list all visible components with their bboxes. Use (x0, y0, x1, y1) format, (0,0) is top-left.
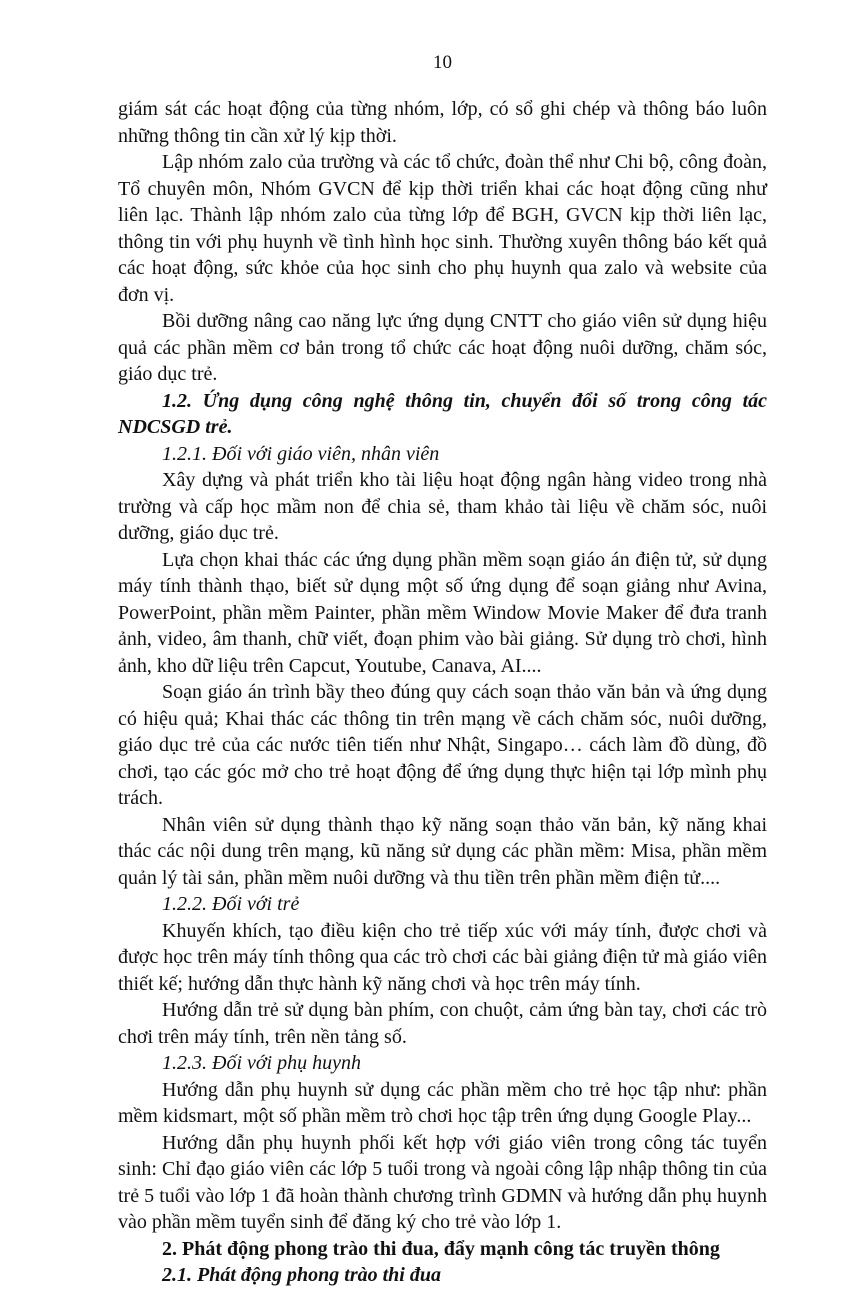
paragraph-software-selection: Lựa chọn khai thác các ứng dụng phần mềm soạn giáo án điện tử, sử dụng máy tính thành thạo, biết sử dụng một số ứng dụng để soạn giảng như Avina, PowerPoint, phần mềm Painter, phần mềm Window Movie Maker để đưa tranh ảnh, video, âm thanh, chữ viết, đoạn phim vào bài giảng. Sử dụng trò chơi, hình ảnh, kho dữ liệu trên Capcut, Youtube, Canava, AI.... (118, 548, 767, 677)
paragraph-lesson-plans: Soạn giáo án trình bầy theo đúng quy cách soạn thảo văn bản và ứng dụng có hiệu quả; Khai thác các thông tin trên mạng về cách chăm sóc, nuôi dưỡng, giáo dục trẻ của các nước tiên tiến như Nhật, Singapo… cách làm đồ dùng, đồ chơi, tạo các góc mở cho trẻ hoạt động để ứng dụng thực hiện tại lớp mình phụ trách. (118, 681, 767, 809)
heading-2-1: 2.1. Phát động phong trào thi đua (162, 1264, 441, 1286)
paragraph-video-bank: Xây dựng và phát triển kho tài liệu hoạt động ngân hàng video trong nhà trường và cấp học mầm non để chia sẻ, tham khảo tài liệu về chăm sóc, nuôi dưỡng, giáo dục trẻ. (118, 469, 767, 544)
heading-1-2: 1.2. Ứng dụng công nghệ thông tin, chuyển đổi số trong công tác NDCSGD trẻ. (118, 389, 767, 438)
paragraph-parents-enrollment: Hướng dẫn phụ huynh phối kết hợp với giáo viên trong công tác tuyển sinh: Chỉ đạo giáo viên các lớp 5 tuổi trong và ngoài công lập nhập thông tin của trẻ 5 tuổi vào lớp 1 đã hoàn thành chương trình GDMN và hướng dẫn phụ huynh vào phần mềm tuyển sinh để đăng ký cho trẻ vào lớp 1. (118, 1131, 767, 1233)
paragraph-it-training: Bồi dưỡng nâng cao năng lực ứng dụng CNTT cho giáo viên sử dụng hiệu quả các phần mềm cơ bản trong tổ chức các hoạt động nuôi dưỡng, chăm sóc, giáo dục trẻ. (118, 310, 767, 385)
heading-2: 2. Phát động phong trào thi đua, đẩy mạnh công tác truyền thông (162, 1237, 720, 1260)
heading-1-2-3: 1.2.3. Đối với phụ huynh (162, 1052, 361, 1074)
paragraph-children-keyboard: Hướng dẫn trẻ sử dụng bàn phím, con chuột, cảm ứng bàn tay, chơi các trò chơi trên máy tính, trên nền tảng số. (118, 999, 767, 1048)
heading-1-2-1: 1.2.1. Đối với giáo viên, nhân viên (162, 442, 440, 465)
paragraph-parents-software: Hướng dẫn phụ huynh sử dụng các phần mềm cho trẻ học tập như: phần mềm kidsmart, một số phần mềm trò chơi học tập trên ứng dụng Google Play... (118, 1078, 767, 1127)
paragraph-staff-skills: Nhân viên sử dụng thành thạo kỹ năng soạn thảo văn bản, kỹ năng khai thác các nội dung trên mạng, kũ năng sử dụng các phần mềm: Misa, phần mềm quản lý tài sản, phần mềm nuôi dưỡng và thu tiền trên phần mềm điện tử.... (118, 813, 767, 889)
page-number: 10 (433, 52, 452, 73)
paragraph-children-computer: Khuyến khích, tạo điều kiện cho trẻ tiếp xúc với máy tính, được chơi và được học trên máy tính thông qua các trò chơi các bài giảng điện tử mà giáo viên thiết kế; hướng dẫn thực hành kỹ năng chơi và học trên máy tính. (118, 919, 767, 995)
paragraph-continued: giám sát các hoạt động của từng nhóm, lớp, có sổ ghi chép và thông báo luôn những thông tin cần xử lý kịp thời. (118, 98, 767, 147)
heading-1-2-2: 1.2.2. Đối với trẻ (162, 893, 300, 915)
paragraph-zalo-groups: Lập nhóm zalo của trường và các tổ chức, đoàn thể như Chi bộ, công đoàn, Tổ chuyên môn, Nhóm GVCN để kịp thời triển khai các hoạt động cũng như liên lạc. Thành lập nhóm zalo của từng lớp để BGH, GVCN kịp thời liên lạc, thông tin với phụ huynh về tình hình học sinh. Thường xuyên thông báo kết quả các hoạt động, sức khỏe của học sinh cho phụ huynh qua zalo và website của đơn vị. (118, 151, 767, 306)
